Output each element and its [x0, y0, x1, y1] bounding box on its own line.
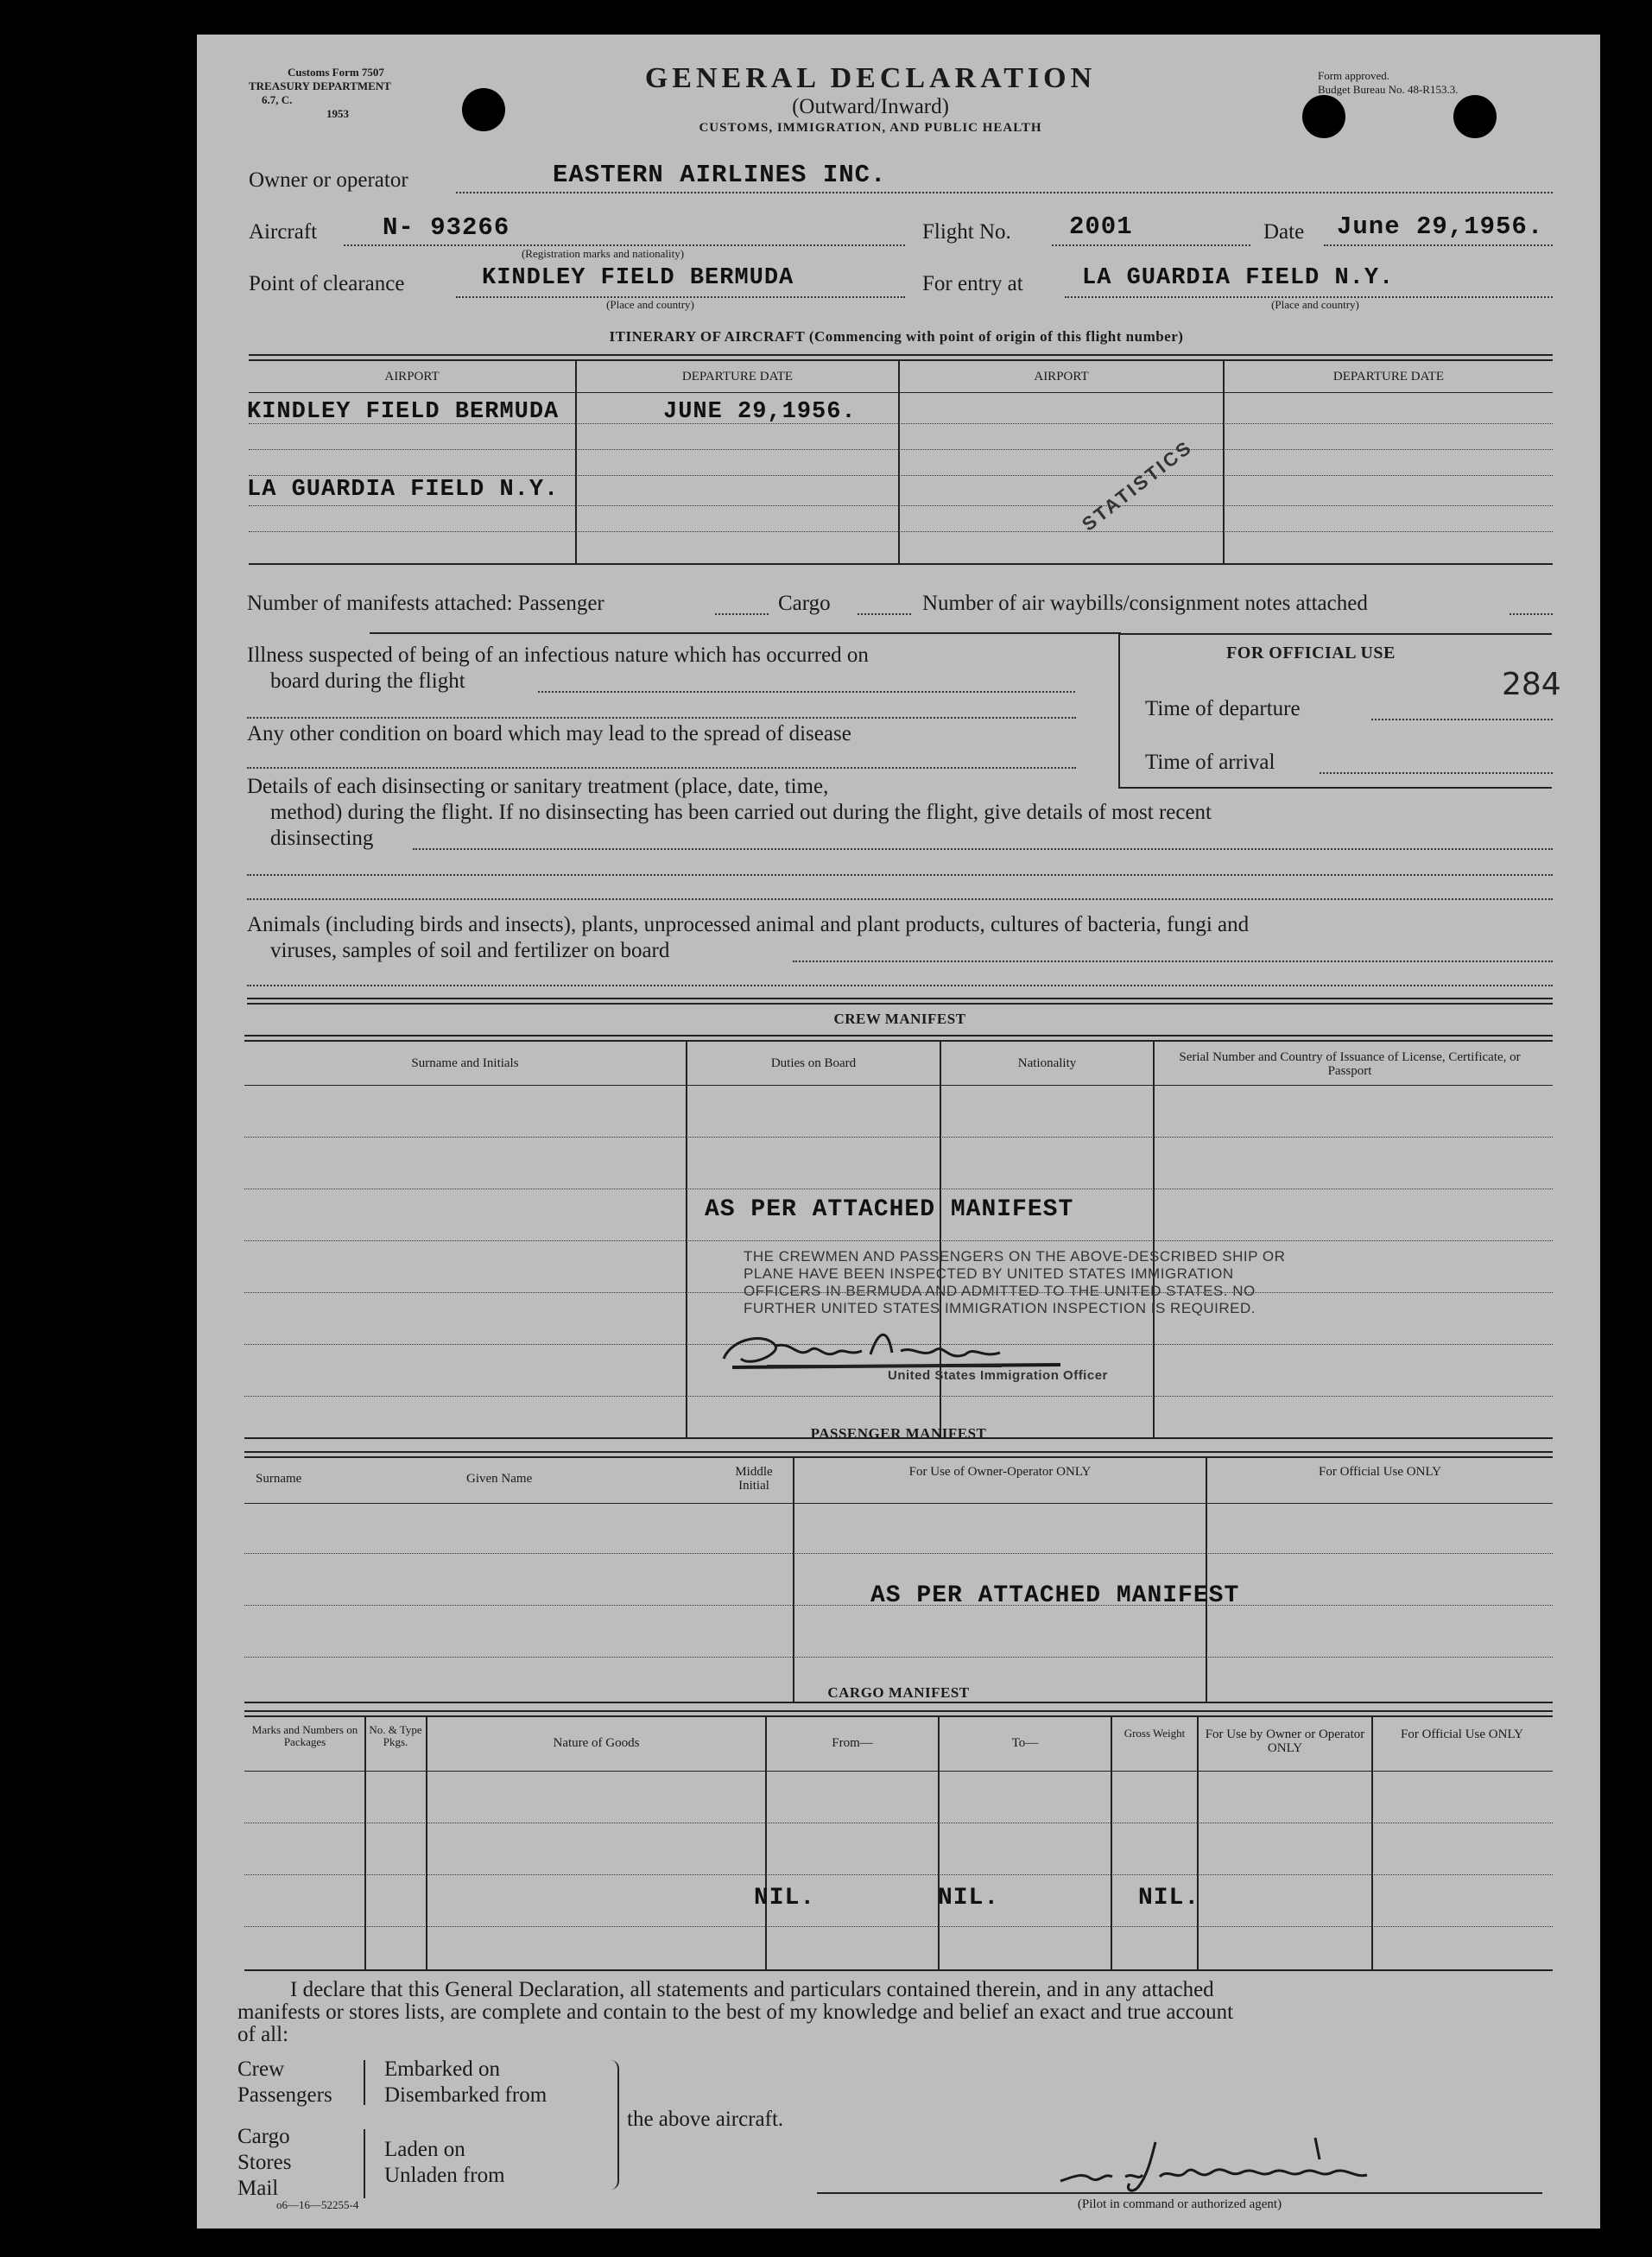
passenger-header-owner-use: For Use of Owner-Operator ONLY [908, 1465, 1092, 1479]
print-code: o6—16—52255-4 [276, 2198, 359, 2211]
clearance-label: Point of clearance [249, 272, 405, 295]
laden-label: Laden on [384, 2138, 465, 2161]
approval-line: Form approved. [1318, 69, 1390, 82]
cargo-weight-value: NIL. [1138, 1885, 1200, 1911]
cargo-header-marks: Marks and Numbers on Packages [251, 1723, 358, 1748]
embarked-label: Embarked on [384, 2057, 500, 2081]
passenger-header-official-use: For Official Use ONLY [1319, 1465, 1441, 1479]
approval-line: Budget Bureau No. 48-R153.3. [1318, 83, 1459, 96]
immigration-stamp-line: THE CREWMEN AND PASSENGERS ON THE ABOVE-DESCRIBED SHIP OR [744, 1248, 1286, 1265]
crew-attached-manifest: AS PER ATTACHED MANIFEST [705, 1196, 1074, 1223]
waybills-label: Number of air waybills/consignment notes attached [922, 592, 1368, 615]
crew-header-nationality: Nationality [1017, 1056, 1077, 1070]
cargo-header-from: From— [832, 1736, 873, 1750]
cargo-to-value: NIL. [938, 1885, 1000, 1911]
itinerary-header-airport: AIRPORT [384, 370, 440, 384]
passenger-header-surname: Surname [256, 1472, 302, 1486]
itinerary-header-departure: DEPARTURE DATE [1332, 370, 1445, 384]
immigration-stamp-line: FURTHER UNITED STATES IMMIGRATION INSPECTION IS REQUIRED. [744, 1300, 1256, 1316]
animals-question-cont: viruses, samples of soil and fertilizer on board [270, 939, 670, 962]
form-id-line: TREASURY DEPARTMENT [249, 79, 391, 92]
manifests-cargo-label: Cargo [778, 592, 831, 615]
cargo-header-goods: Nature of Goods [553, 1736, 640, 1750]
manifests-label: Number of manifests attached: Passenger [247, 592, 604, 615]
cargo-header-official-use: For Official Use ONLY [1401, 1728, 1523, 1741]
aircraft-caption: (Registration marks and nationality) [521, 247, 685, 260]
immigration-officer-caption: United States Immigration Officer [888, 1368, 1108, 1383]
cargo-header-pkgs: No. & Type Pkgs. [369, 1723, 422, 1748]
aircraft-value: N- 93266 [383, 213, 510, 242]
declaration-text: I declare that this General Declaration, all statements and particulars contained therein, and in any attached [290, 1978, 1214, 2001]
passenger-manifest-title: PASSENGER MANIFEST [810, 1425, 987, 1442]
official-use-title: FOR OFFICIAL USE [1226, 643, 1396, 663]
crew-label: Crew [237, 2057, 285, 2081]
immigration-stamp-line: OFFICERS IN BERMUDA AND ADMITTED TO THE UNITED STATES. NO [744, 1283, 1256, 1299]
crew-header-duties: Duties on Board [770, 1056, 857, 1070]
declaration-text: of all: [237, 2023, 289, 2046]
above-aircraft-label: the above aircraft. [627, 2108, 784, 2131]
flight-value: 2001 [1069, 212, 1133, 241]
passenger-header-middle: Middle Initial [735, 1465, 773, 1493]
disinsect-question-cont: disinsecting [270, 827, 374, 850]
immigration-stamp-line: PLANE HAVE BEEN INSPECTED BY UNITED STATES IMMIGRATION [744, 1265, 1234, 1282]
cargo-manifest-title: CARGO MANIFEST [827, 1684, 970, 1701]
declaration-form [197, 35, 1600, 2228]
itinerary-title: ITINERARY OF AIRCRAFT (Commencing with point of origin of this flight number) [609, 328, 1184, 345]
disinsect-question-cont: method) during the flight. If no disinsecting has been carried out during the flight, give details of most recent [270, 801, 1212, 824]
illness-question-cont: board during the flight [270, 669, 465, 693]
entry-value: LA GUARDIA FIELD N.Y. [1082, 265, 1395, 291]
date-value: June 29,1956. [1337, 212, 1544, 241]
cargo-from-value: NIL. [754, 1885, 816, 1911]
statistics-stamp: STATISTICS [1078, 435, 1197, 536]
passenger-header-given: Given Name [466, 1472, 533, 1486]
time-of-arrival-label: Time of arrival [1145, 751, 1275, 774]
owner-value: EASTERN AIRLINES INC. [553, 161, 887, 189]
clearance-caption: (Place and country) [606, 298, 694, 311]
cargo-header-weight: Gross Weight [1123, 1727, 1186, 1740]
crew-manifest-title: CREW MANIFEST [833, 1011, 966, 1027]
form-id-line: 1953 [326, 107, 349, 120]
cargo-header-to: To— [1011, 1736, 1039, 1750]
other-condition-question: Any other condition on board which may lead to the spread of disease [247, 722, 851, 745]
form-agencies: CUSTOMS, IMMIGRATION, AND PUBLIC HEALTH [699, 121, 1042, 135]
itinerary-header-departure: DEPARTURE DATE [681, 370, 794, 384]
form-id-line: 6.7, C. [262, 93, 293, 106]
itinerary-header-airport: AIRPORT [1034, 370, 1089, 384]
itinerary-row2-airport: LA GUARDIA FIELD N.Y. [247, 477, 560, 503]
cargo-label: Cargo [237, 2125, 290, 2148]
handwritten-number: 284 [1502, 667, 1561, 702]
clearance-value: KINDLEY FIELD BERMUDA [482, 265, 794, 291]
crew-header-serial: Serial Number and Country of Issuance of License, Certificate, or Passport [1179, 1050, 1521, 1078]
flight-label: Flight No. [922, 220, 1011, 244]
illness-question: Illness suspected of being of an infectious nature which has occurred on [247, 643, 869, 667]
declaration-text: manifests or stores lists, are complete and contain to the best of my knowledge and belief an exact and true account [237, 2000, 1234, 2024]
entry-caption: (Place and country) [1271, 298, 1359, 311]
punch-hole [1302, 95, 1345, 138]
itinerary-row1-airport: KINDLEY FIELD BERMUDA [247, 399, 560, 425]
punch-hole [462, 88, 505, 131]
signature-caption: (Pilot in command or authorized agent) [1077, 2197, 1282, 2211]
form-subtitle: (Outward/Inward) [792, 95, 949, 118]
disembarked-label: Disembarked from [384, 2083, 548, 2107]
unladen-label: Unladen from [384, 2164, 505, 2187]
cargo-header-owner-use: For Use by Owner or Operator ONLY [1205, 1728, 1365, 1755]
form-title: GENERAL DECLARATION [644, 62, 1097, 94]
mail-label: Mail [237, 2177, 279, 2200]
punch-hole [1453, 95, 1497, 138]
crew-header-surname: Surname and Initials [411, 1056, 519, 1070]
passenger-attached-manifest: AS PER ATTACHED MANIFEST [870, 1582, 1240, 1609]
stores-label: Stores [237, 2151, 292, 2174]
owner-label: Owner or operator [249, 168, 408, 192]
passengers-label: Passengers [237, 2083, 332, 2107]
pilot-signature [1056, 2125, 1471, 2194]
aircraft-label: Aircraft [249, 220, 318, 244]
time-of-departure-label: Time of departure [1145, 697, 1301, 720]
disinsect-question: Details of each disinsecting or sanitary treatment (place, date, time, [247, 775, 829, 798]
bracket [609, 2060, 619, 2190]
date-label: Date [1263, 220, 1305, 244]
entry-label: For entry at [922, 272, 1023, 295]
form-id-line: Customs Form 7507 [288, 66, 384, 79]
itinerary-row1-date: JUNE 29,1956. [663, 399, 857, 425]
animals-question: Animals (including birds and insects), plants, unprocessed animal and plant products, cultures of bacteria, fungi and [247, 913, 1250, 936]
